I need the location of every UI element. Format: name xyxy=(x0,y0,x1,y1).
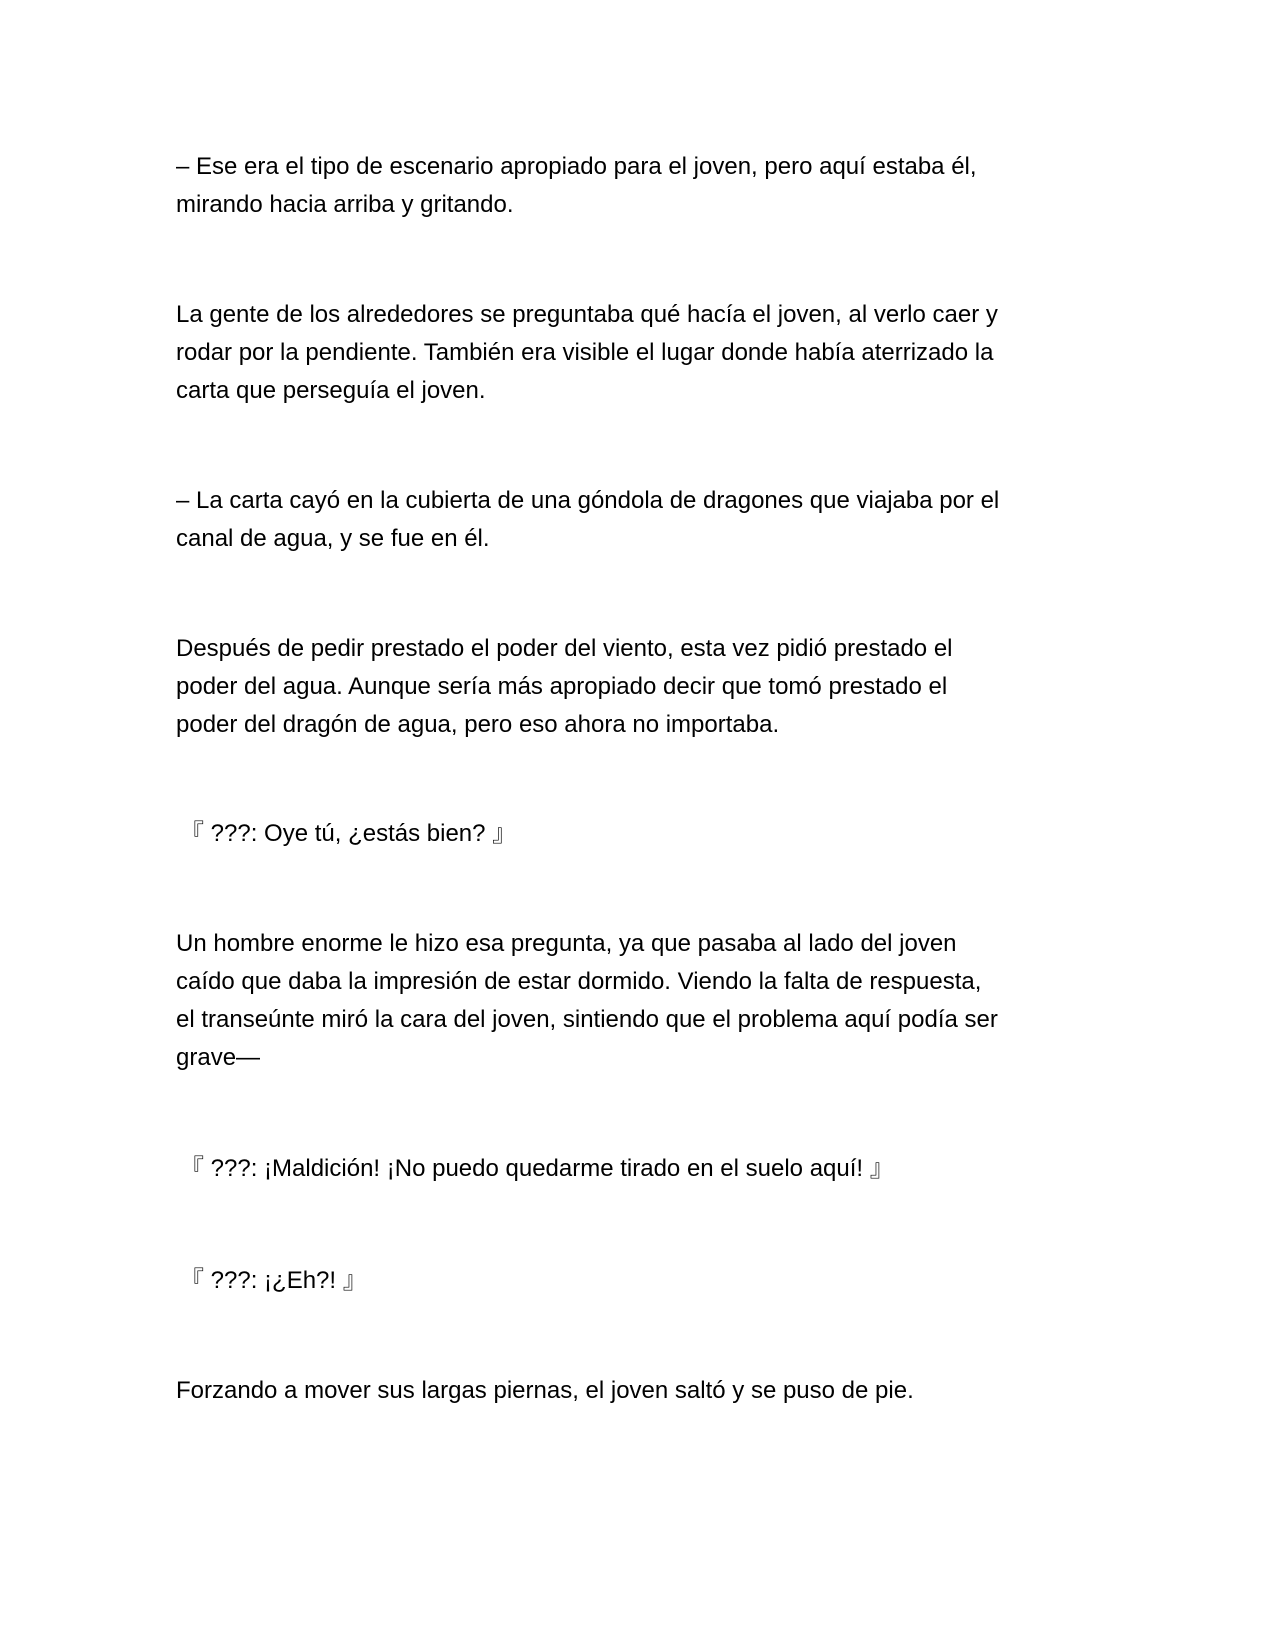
paragraph-5: Un hombre enorme le hizo esa pregunta, ya que pasaba al lado del joven caído que daba la impresión de estar dormido. Viendo la falta de respuesta, el transeúnte miró la cara del joven, sintiendo que el problema aquí podía ser grave— xyxy=(176,930,998,1071)
paragraph-4: Después de pedir prestado el poder del viento, esta vez pidió prestado el poder del agua. Aunque sería más apropiado decir que tomó prestado el poder del dragón de agua, pero eso ahora no importaba. xyxy=(176,635,953,738)
paragraph-6: Forzando a mover sus largas piernas, el joven saltó y se puso de pie. xyxy=(176,1377,914,1404)
paragraph-2: La gente de los alrededores se preguntaba qué hacía el joven, al verlo caer y rodar por la pendiente. También era visible el lugar donde había aterrizado la carta que perseguía el joven. xyxy=(176,301,998,404)
dialogue-3: 『 ???: ¡¿Eh?! 』 xyxy=(180,1267,367,1294)
paragraph-1: – Ese era el tipo de escenario apropiado para el joven, pero aquí estaba él, mirando hacia arriba y gritando. xyxy=(176,153,977,218)
paragraph-3: – La carta cayó en la cubierta de una góndola de dragones que viajaba por el canal de agua, y se fue en él. xyxy=(176,487,1000,552)
dialogue-2: 『 ???: ¡Maldición! ¡No puedo quedarme tirado en el suelo aquí! 』 xyxy=(180,1155,894,1182)
dialogue-1: 『 ???: Oye tú, ¿estás bien? 』 xyxy=(180,820,517,847)
